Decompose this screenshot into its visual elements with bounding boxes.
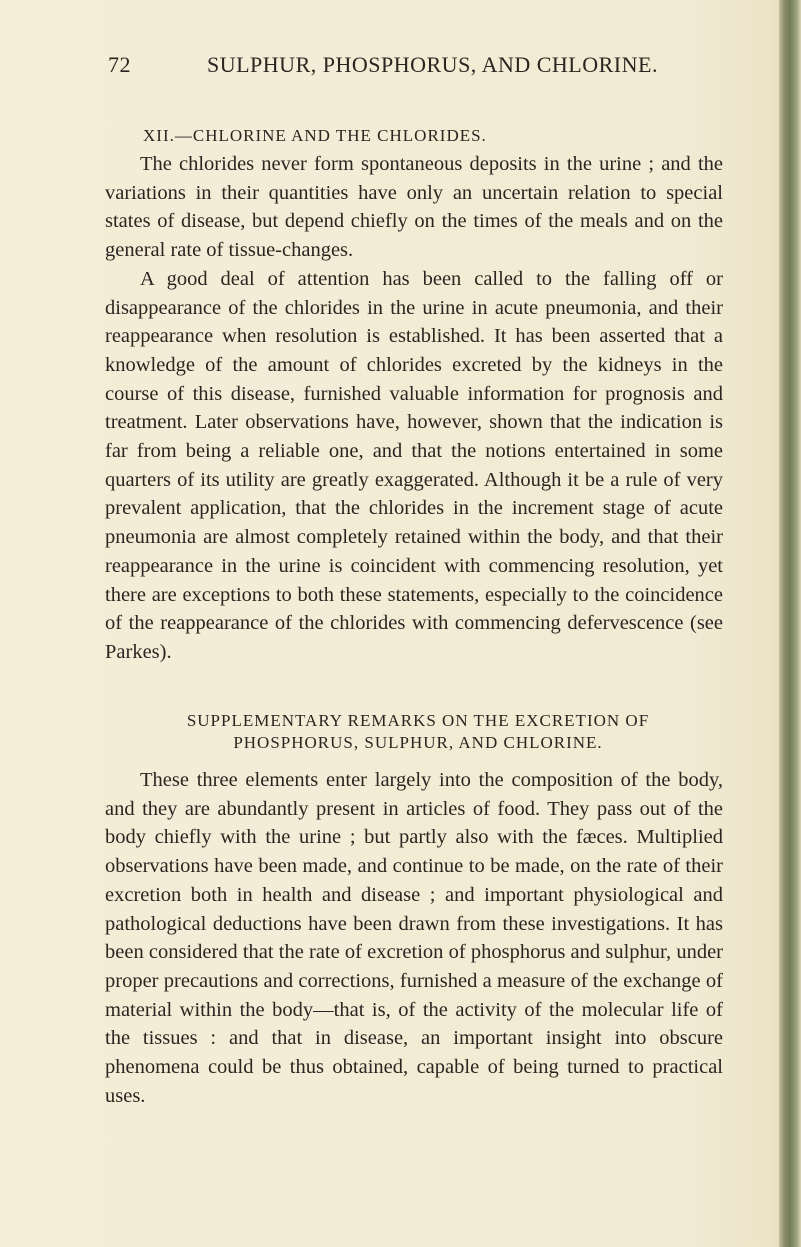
- running-title: SULPHUR, PHOSPHORUS, AND CHLORINE.: [207, 52, 658, 77]
- chlorides-section-body: [105, 150, 723, 667]
- page-edge-binding: [779, 0, 801, 1247]
- paragraph: A good deal of attention has been called to the falling off or disappearance of the chlorides in the urine in acute pneumonia, and their reappearance when resolution is established. It has been asserted that a knowledge of the amount of chlorides excreted by the kidneys in the course of this disease, furnished valuable information for prognosis and treatment. Later observations have, however, shown that the indication is far from being a reliable one, and that the notions entertained in some quarters of its utility are greatly exaggerated. Although it be a rule of very prevalent application, that the chlorides in the increment stage of acute pneumonia are almost completely retained within the body, and that their reappearance in the urine is coincident with commencing resolution, yet there are exceptions to both these statements, especially to the coincidence of the reappearance of the chlorides with commencing defervescence (see Parkes).: [105, 267, 723, 663]
- paragraph: These three elements enter largely into the composition of the body, and they are abundantly present in articles of food. They pass out of the body chiefly with the urine ; but partly also with the fæces. Multiplied observations have been made, and continue to be made, on the rate of their excretion both in health and disease ; and important physiological and pathological deductions have been drawn from these investigations. It has been considered that the rate of excretion of phosphorus and sulphur, under proper precautions and corrections, furnished a measure of the exchange of material within the body—that is, of the activity of the molecular life of the tissues : and that in disease, an important insight into obscure phenomena could be thus obtained, capable of being turned to practical uses.: [105, 769, 723, 1107]
- supplement-heading: SUPPLEMENTARY REMARKS ON THE EXCRETION OF PHOSPHORUS, SULPHUR, AND CHLORINE.: [186, 711, 650, 752]
- supplement-section-body: [105, 766, 723, 1110]
- page-number: 72: [108, 52, 131, 77]
- paragraph: The chlorides never form spontaneous deposits in the urine ; and the variations in their quantities have only an uncertain relation to special states of disease, but depend chiefly on the times of the meals and on the general rate of tissue-changes.: [105, 153, 723, 262]
- section-heading: XII.—CHLORINE AND THE CHLORIDES.: [143, 126, 487, 145]
